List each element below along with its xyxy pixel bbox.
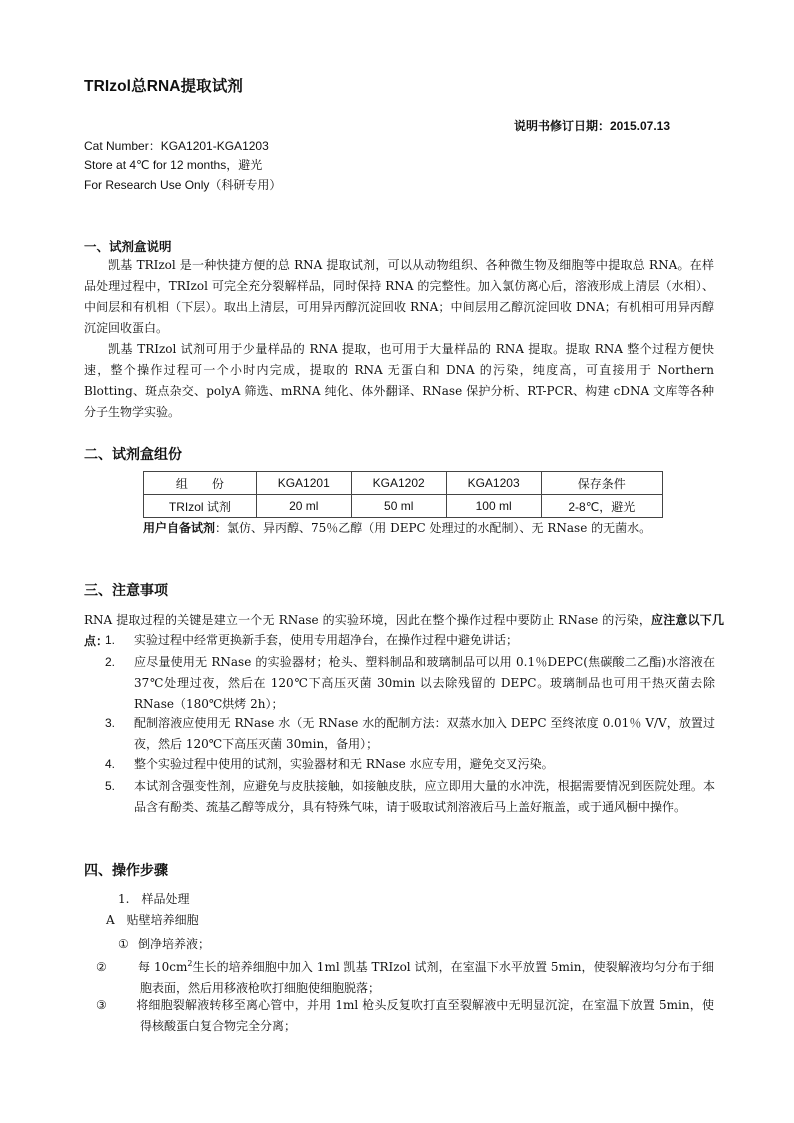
list-item xyxy=(105,754,715,775)
substep-a-label: A 贴壁培养细胞 xyxy=(106,913,199,927)
list-item-number: 5. xyxy=(105,779,116,793)
list-item xyxy=(105,630,715,651)
step-marker: ③ xyxy=(96,998,107,1012)
document-title: TRIzol总RNA提取试剂 xyxy=(84,78,243,95)
list-item xyxy=(105,652,715,715)
research-use-note: For Research Use Only（科研专用） xyxy=(84,178,282,192)
table-header-cell: KGA1201 xyxy=(256,472,351,495)
table-cell: 50 ml xyxy=(351,495,446,518)
list-item-number: 2. xyxy=(105,655,116,669)
step-marker: ② xyxy=(96,960,107,974)
step-marker: ① xyxy=(118,937,129,951)
table-header-cell: KGA1203 xyxy=(446,472,541,495)
user-reagents-text: ：氯仿、异丙醇、75％乙醇（用 DEPC 处理过的水配制）、无 RNase 的无菌水。 xyxy=(215,521,652,535)
section-3-heading: 三、注意事项 xyxy=(84,582,168,598)
step-text: 倒净培养液； xyxy=(138,937,211,951)
superscript: 2 xyxy=(187,959,193,968)
step-1-label: 1. 样品处理 xyxy=(118,892,190,906)
section-1-heading: 一、试剂盒说明 xyxy=(84,240,172,254)
revision-date: 说明书修订日期：2015.07.13 xyxy=(513,119,670,133)
table-header-cell: KGA1202 xyxy=(351,472,446,495)
step-text: 生长的培养细胞中加入 1ml 凯基 TRIzol 试剂，在室温下水平放置 5min，使裂解液均匀分布于细胞表面，然后用移液枪吹打细胞使细胞脱落； xyxy=(140,960,714,995)
list-item xyxy=(105,713,715,755)
list-item-number: 4. xyxy=(105,757,116,771)
procedure-step xyxy=(96,953,714,999)
user-reagents-label: 用户自备试剂 xyxy=(143,521,216,535)
table-header-cell: 保存条件 xyxy=(541,472,662,495)
step-text-prefix: 每 10cm xyxy=(138,960,188,974)
section-3-intro-text: RNA 提取过程的关键是建立一个无 RNase 的实验环境，因此在整个操作过程中要防止 RNase 的污染， xyxy=(84,613,652,627)
user-reagents-note xyxy=(143,519,651,536)
section-4-heading: 四、操作步骤 xyxy=(84,862,168,878)
kit-components-table xyxy=(143,471,663,518)
table-cell: TRIzol 试剂 xyxy=(144,495,257,518)
procedure-step xyxy=(118,934,714,955)
table-row xyxy=(144,495,663,518)
table-cell: 20 ml xyxy=(256,495,351,518)
section-1-paragraph-1: 凯基 TRIzol 是一种快捷方便的总 RNA 提取试剂，可以从动物组织、各种微生物及细胞等中提取总 RNA。在样品处理过程中，TRIzol 可完全充分裂解样品，同时保持 RNA 的完整性。加入氯仿离心后，溶液形成上清层（水相）、中间层和有机相（下层）。取出上清层，可用异丙醇沉淀回收 RNA；中间层用乙醇沉淀回收 DNA；有机相可用异丙醇沉淀回收蛋白。 xyxy=(84,258,714,335)
table-header-cell: 组 份 xyxy=(144,472,257,495)
table-cell: 2-8℃，避光 xyxy=(541,495,662,518)
list-item-text: 实验过程中经常更换新手套，使用专用超净台，在操作过程中避免讲话； xyxy=(134,633,519,647)
list-item-text: 本试剂含强变性剂，应避免与皮肤接触，如接触皮肤，应立即用大量的水冲洗，根据需要情况到医院处理。本品含有酚类、巯基乙醇等成分，具有特殊气味，请于吸取试剂溶液后马上盖好瓶盖，或于通风橱中操作。 xyxy=(134,779,715,814)
step-text: 将细胞裂解液转移至离心管中，并用 1ml 枪头反复吹打直至裂解液中无明显沉淀，在室温下放置 5min，使得核酸蛋白复合物完全分离； xyxy=(136,998,714,1033)
procedure-step xyxy=(96,995,714,1037)
list-item-text: 整个实验过程中使用的试剂，实验器材和无 RNase 水应专用，避免交叉污染。 xyxy=(134,757,554,771)
storage-info: Store at 4℃ for 12 months，避光 xyxy=(84,158,263,172)
list-item xyxy=(105,776,715,818)
list-item-text: 应尽量使用无 RNase 的实验器材；枪头、塑料制品和玻璃制品可以用 0.1％DEPC(焦碳酸二乙酯)水溶液在 37℃处理过夜，然后在 120℃下高压灭菌 30min 以去除残留的 DEPC。玻璃制品也可用干热灭菌去除 RNase（180℃烘烤 2h）； xyxy=(134,655,715,711)
section-2-heading: 二、试剂盒组份 xyxy=(84,446,182,462)
section-3-intro-bold: 应注意以下几点： xyxy=(84,613,724,648)
cat-number: Cat Number：KGA1201-KGA1203 xyxy=(84,139,269,153)
table-cell: 100 ml xyxy=(446,495,541,518)
list-item-number: 3. xyxy=(105,716,116,730)
list-item-text: 配制溶液应使用无 RNase 水（无 RNase 水的配制方法：双蒸水加入 DEPC 至终浓度 0.01％ V/V，放置过夜，然后 120℃下高压灭菌 30min，备用）； xyxy=(134,716,715,751)
list-item-number: 1. xyxy=(105,633,116,647)
table-header-row xyxy=(144,472,663,495)
section-1-paragraph-2: 凯基 TRIzol 试剂可用于少量样品的 RNA 提取，也可用于大量样品的 RNA 提取。提取 RNA 整个过程方便快速，整个操作过程可一个小时内完成，提取的 RNA 无蛋白和 DNA 的污染，纯度高，可直接用于 Northern Blotting、斑点杂交、polyA 筛选、mRNA 纯化、体外翻译、RNase 保护分析、RT-PCR、构建 cDNA 文库等各种分子生物学实验。 xyxy=(84,342,714,419)
